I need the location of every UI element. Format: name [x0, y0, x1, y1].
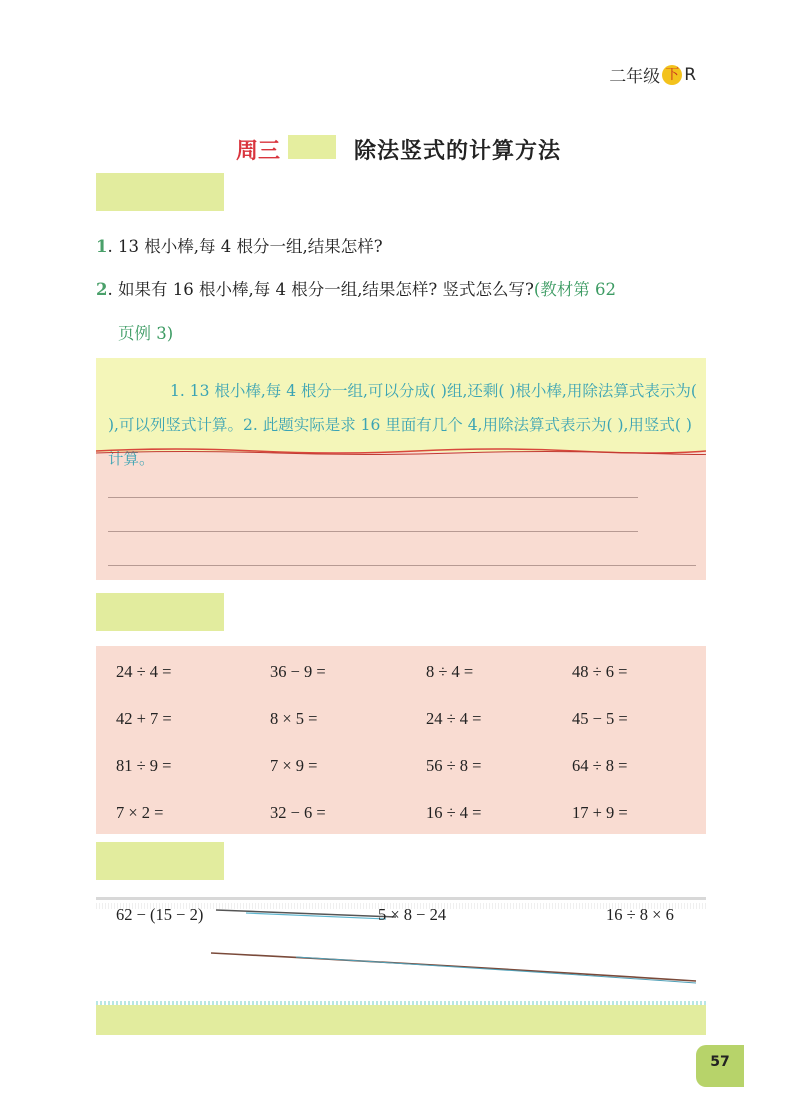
page-title	[0, 133, 800, 163]
bottom-band	[96, 1005, 706, 1035]
calc-item: 48 ÷ 6 =	[572, 662, 628, 681]
calc-item: 24 ÷ 4 =	[116, 662, 172, 681]
expression: 62 − (15 − 2)	[116, 905, 204, 924]
calc-item: 81 ÷ 9 =	[116, 756, 172, 775]
grade-prefix: 二年级	[609, 67, 661, 87]
edition-label: R	[684, 64, 696, 85]
question-text: . 如果有 16 根小棒,每 4 根分一组,结果怎样? 竖式怎么写?	[107, 280, 534, 299]
calc-item: 32 − 6 =	[270, 803, 326, 822]
calc-item: 8 × 5 =	[270, 709, 318, 728]
calc-item: 16 ÷ 4 =	[426, 803, 482, 822]
question-text: . 13 根小棒,每 4 根分一组,结果怎样?	[107, 237, 383, 256]
calc-item: 56 ÷ 8 =	[426, 756, 482, 775]
red-scribble	[96, 446, 706, 456]
oral-calculation-box	[96, 646, 706, 834]
page-number: 57	[696, 1045, 744, 1087]
term-badge: 下	[662, 65, 682, 85]
grade-label	[609, 62, 696, 87]
calc-item: 7 × 2 =	[116, 803, 164, 822]
calc-item: 45 − 5 =	[572, 709, 628, 728]
calc-item: 17 + 9 =	[572, 803, 628, 822]
calc-item: 7 × 9 =	[270, 756, 318, 775]
answer-line[interactable]	[108, 497, 638, 498]
hint-text: 1. 13 根小棒,每 4 根分一组,可以分成( )组,还剩( )根小棒,用除法算式表示为( ),可以列竖式计算。2. 此题实际是求 16 里面有几个 4,用除法算式表示为( ),用竖式( )计算。	[108, 382, 697, 468]
hint-answer-box	[96, 358, 706, 580]
section-chip-3	[96, 842, 224, 880]
step-calculation-box	[96, 893, 706, 1035]
question-number: 2	[96, 280, 108, 299]
calc-item: 36 − 9 =	[270, 662, 326, 681]
topic-title: 除法竖式的计算方法	[354, 139, 562, 164]
expression: 16 ÷ 8 × 6	[606, 905, 674, 924]
question-1	[96, 233, 383, 257]
calc-item: 24 ÷ 4 =	[426, 709, 482, 728]
answer-line[interactable]	[108, 565, 696, 566]
calc-item: 8 ÷ 4 =	[426, 662, 474, 681]
calc-item: 42 + 7 =	[116, 709, 172, 728]
answer-line[interactable]	[108, 531, 638, 532]
section-chip-2	[96, 593, 224, 631]
day-label: 周三	[236, 139, 281, 164]
textbook-reference-cont: 页例 3)	[118, 324, 174, 343]
expression: 5 × 8 − 24	[378, 905, 447, 924]
calc-item: 64 ÷ 8 =	[572, 756, 628, 775]
question-2	[96, 276, 616, 300]
day-chip	[288, 135, 336, 159]
question-number: 1	[96, 237, 108, 256]
section-chip-1	[96, 173, 224, 211]
textbook-reference: (教材第 62	[533, 280, 617, 299]
